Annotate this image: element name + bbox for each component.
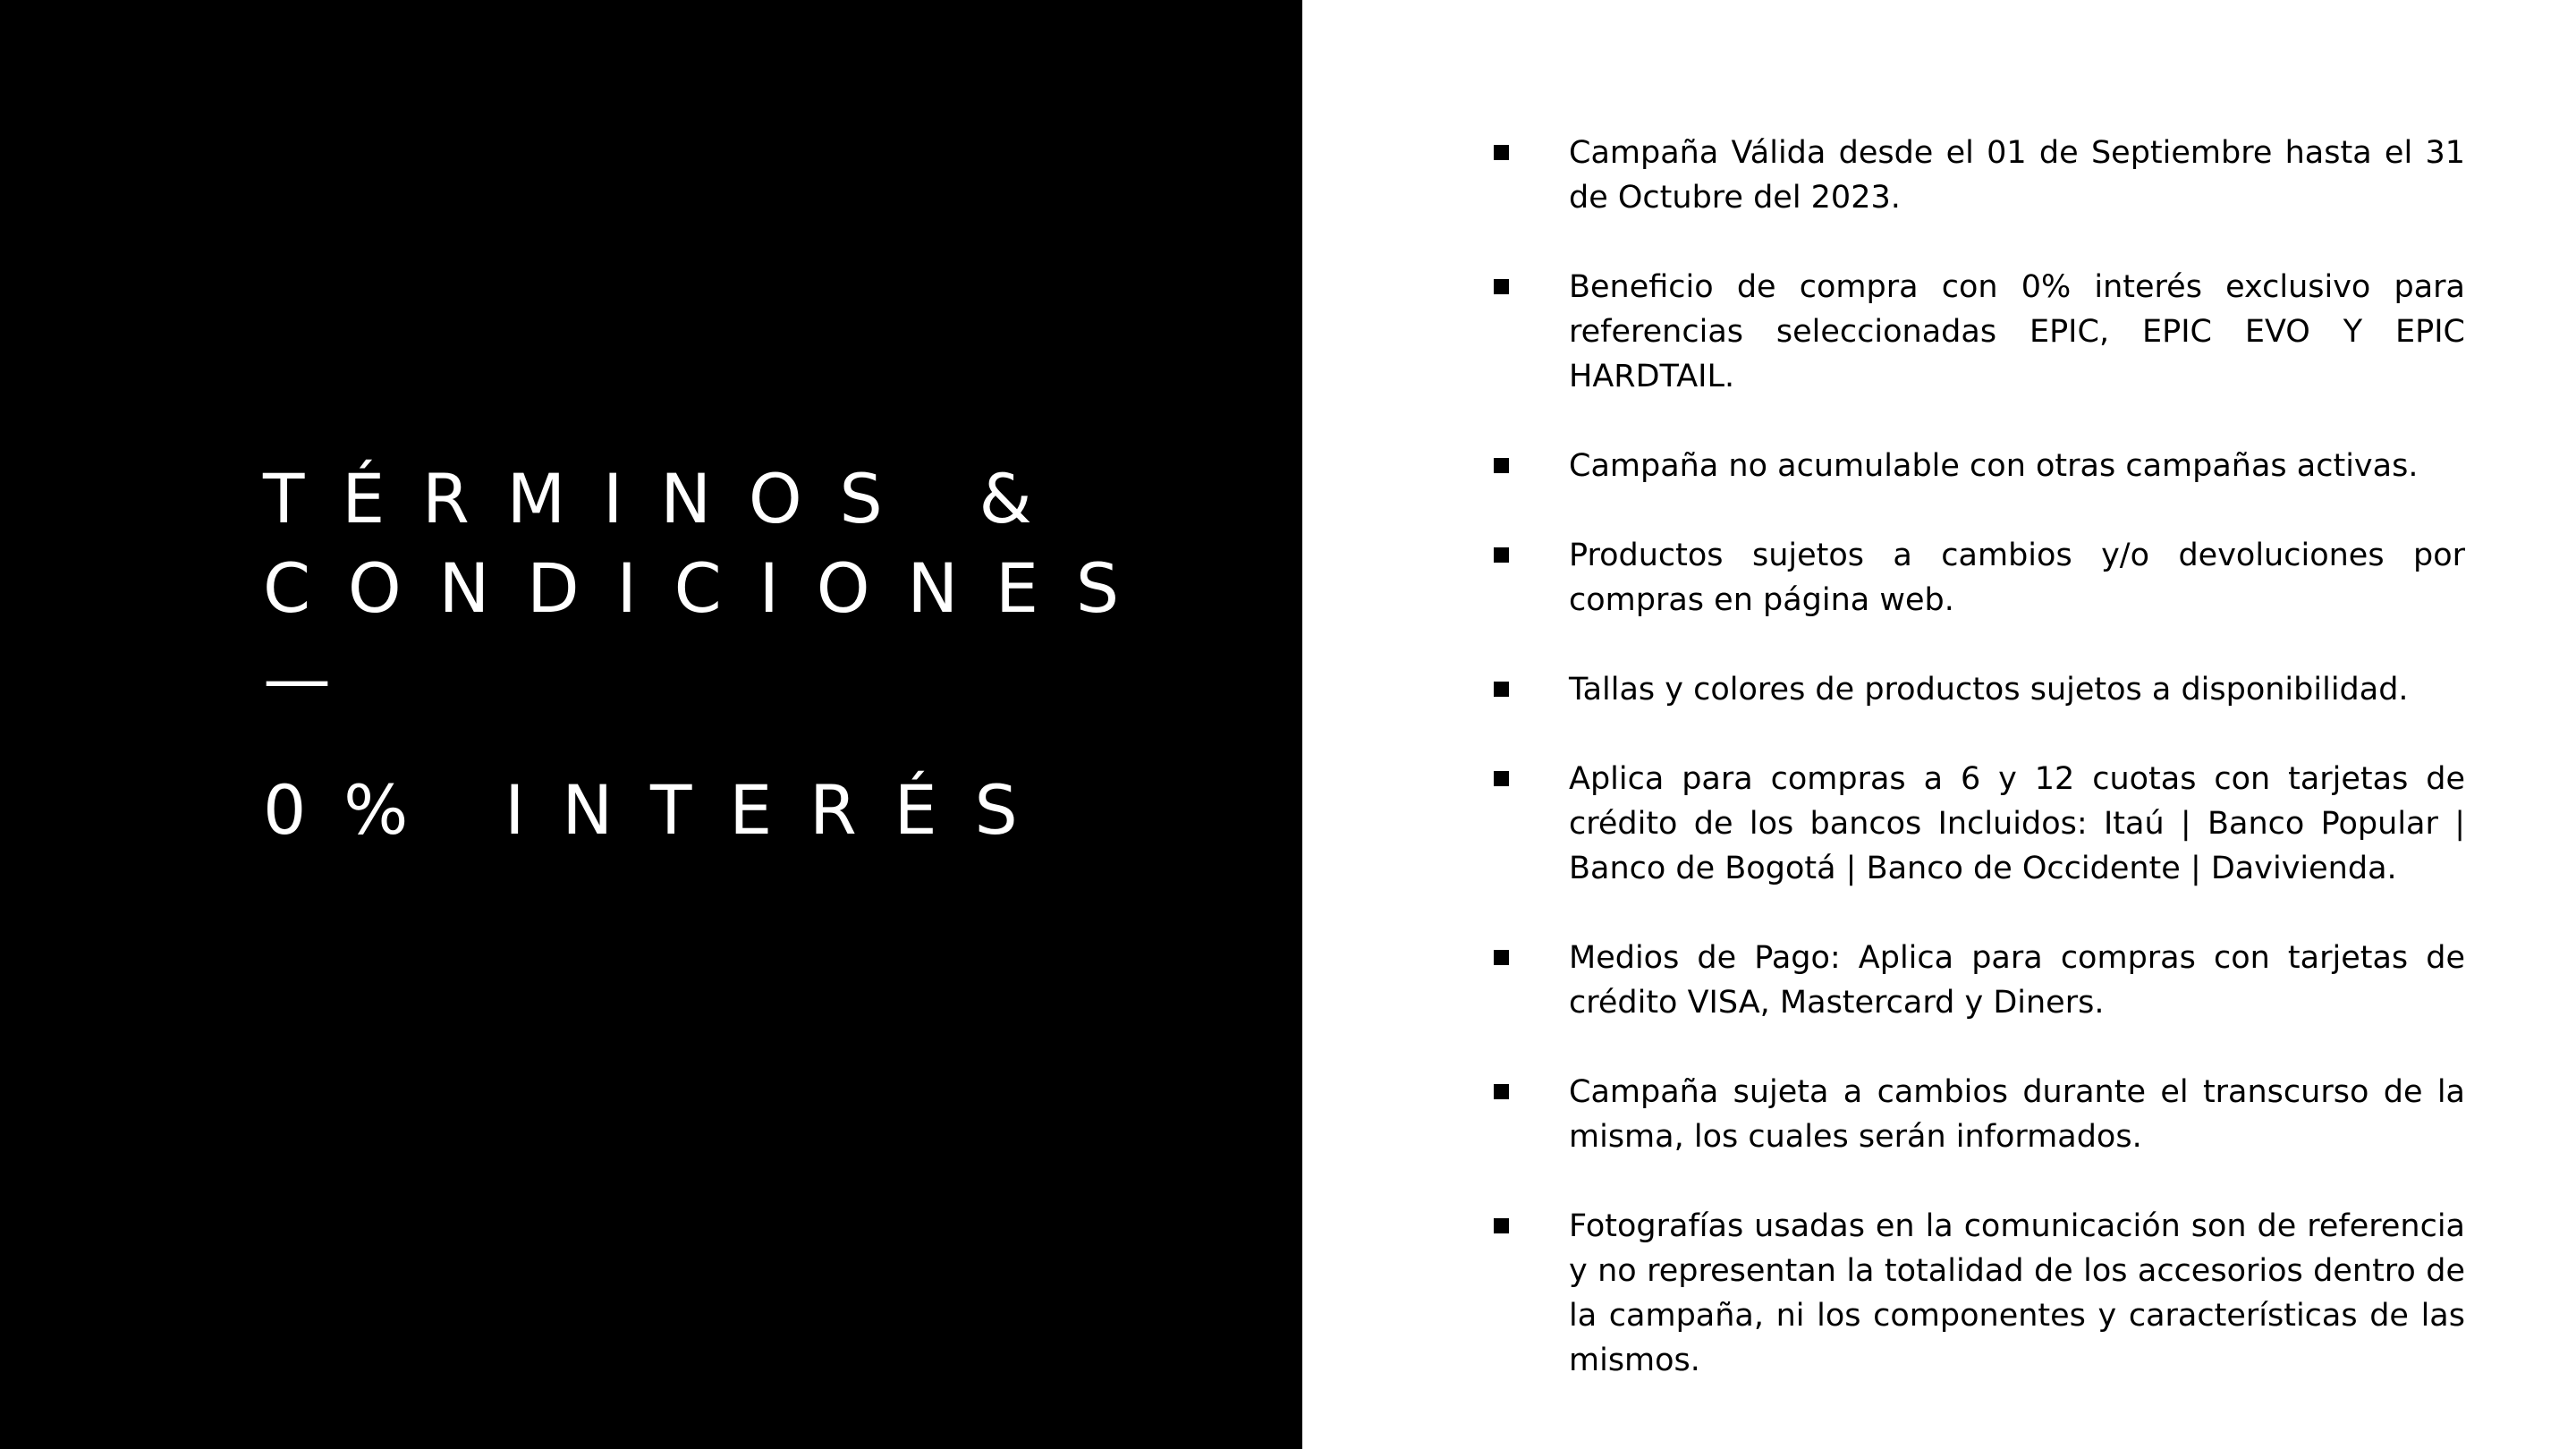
- list-item: [1392, 1204, 2465, 1383]
- square-bullet-icon: [1494, 1084, 1509, 1099]
- term-text: Fotografías usadas en la comunicación son de referencia y no representan la totalidad de los accesorios dentro de la campaña, ni los componentes y características de las mismos.: [1569, 1208, 2465, 1378]
- list-item: [1392, 1070, 2465, 1159]
- list-item: [1392, 131, 2465, 220]
- list-item: [1392, 936, 2465, 1025]
- square-bullet-icon: [1494, 771, 1509, 786]
- square-bullet-icon: [1494, 547, 1509, 563]
- list-item: [1392, 667, 2465, 712]
- list-item: [1392, 533, 2465, 623]
- term-text: Beneficio de compra con 0% interés exclusivo para referencias seleccionadas EPIC, EPIC EVO Y EPIC HARDTAIL.: [1569, 269, 2465, 394]
- list-item: [1392, 444, 2465, 488]
- square-bullet-icon: [1494, 145, 1509, 160]
- term-text: Tallas y colores de productos sujetos a disponibilidad.: [1569, 672, 2409, 708]
- square-bullet-icon: [1494, 1218, 1509, 1233]
- square-bullet-icon: [1494, 682, 1509, 697]
- page-subtitle: 0% INTERÉS: [263, 770, 1055, 850]
- page-title-line-2: CONDICIONES: [263, 548, 1157, 628]
- term-text: Medios de Pago: Aplica para compras con tarjetas de crédito VISA, Mastercard y Diners.: [1569, 940, 2465, 1021]
- title-block: [263, 454, 1265, 855]
- term-text: Campaña sujeta a cambios durante el transcurso de la misma, los cuales serán informados.: [1569, 1074, 2465, 1155]
- square-bullet-icon: [1494, 458, 1509, 473]
- page-title-line-1: TÉRMINOS &: [263, 459, 1070, 538]
- list-item: [1392, 757, 2465, 891]
- list-item: [1392, 265, 2465, 399]
- title-dash: —: [263, 639, 331, 718]
- term-text: Campaña Válida desde el 01 de Septiembre hasta el 31 de Octubre del 2023.: [1569, 135, 2465, 216]
- square-bullet-icon: [1494, 950, 1509, 965]
- square-bullet-icon: [1494, 279, 1509, 294]
- term-text: Campaña no acumulable con otras campañas activas.: [1569, 448, 2419, 484]
- term-text: Productos sujetos a cambios y/o devoluciones por compras en página web.: [1569, 538, 2465, 618]
- terms-list: [1392, 131, 2465, 1428]
- terms-panel: [1302, 0, 2576, 1449]
- term-text: Aplica para compras a 6 y 12 cuotas con tarjetas de crédito de los bancos Incluidos: Itaú | Banco Popular | Banco de Bogotá | Banco de Occidente | Davivienda.: [1569, 761, 2465, 886]
